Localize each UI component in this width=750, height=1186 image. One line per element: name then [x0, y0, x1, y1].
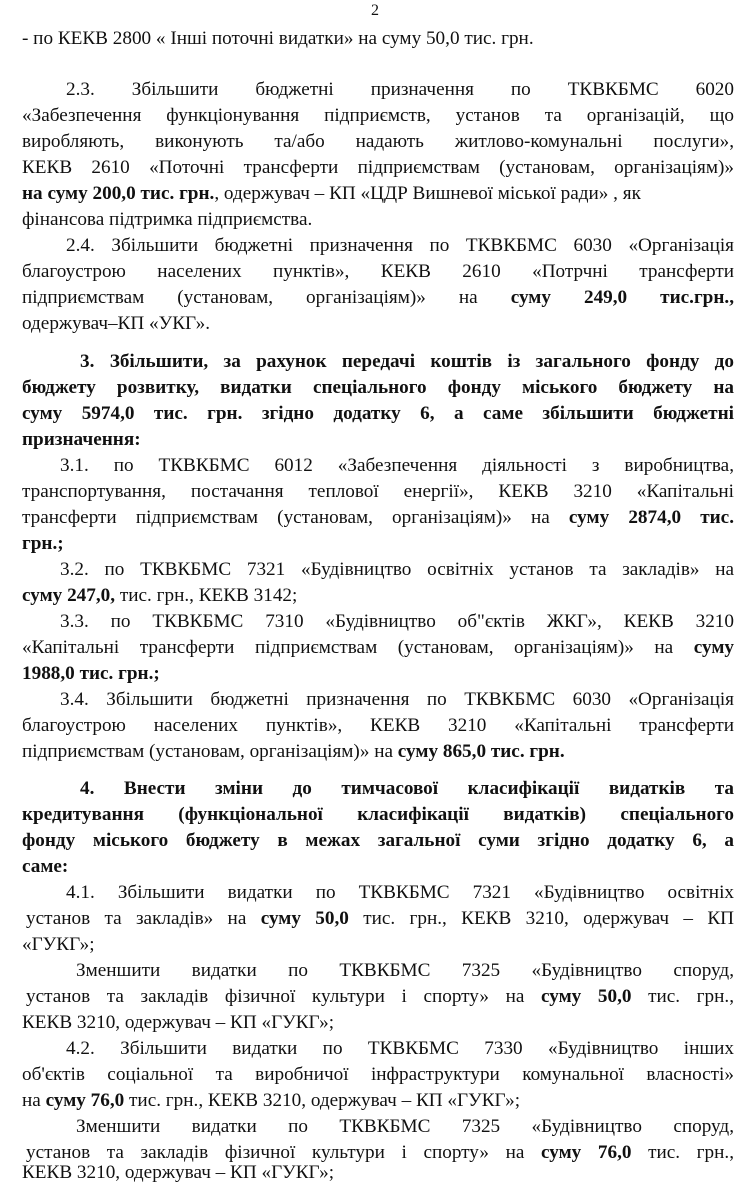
- text-line: об'єктів соціальної та виробничої інфраструктури комунальної власності»: [22, 1064, 734, 1085]
- text-line: одержувач–КП «УКГ».: [22, 313, 210, 334]
- text-line: 1988,0 тис. грн.;: [22, 663, 160, 684]
- heading-line: суму 5974,0 тис. грн. згідно додатку 6, а саме збільшити бюджетні: [22, 403, 734, 424]
- heading-line: фонду міського бюджету в межах загальної суми згідно додатку 6, а: [22, 830, 734, 851]
- text-line: [22, 1088, 520, 1114]
- text-line: 2.3. Збільшити бюджетні призначення по ТКВКБМС 6020: [66, 79, 734, 100]
- text-line: [22, 505, 734, 531]
- text-span: підприємствам (установам, організаціям)» на: [22, 741, 393, 762]
- text-span: тис. грн., КЕКВ 3142;: [115, 585, 298, 606]
- text-line: КЕКВ 3210, одержувач – КП «ГУКГ»;: [22, 1012, 335, 1033]
- text-span: установ та закладів фізичної культури і спорту» на: [26, 1142, 525, 1163]
- text-line: [22, 181, 641, 207]
- expense-item-2800: - по КЕКВ 2800 « Інші поточні видатки» на суму 50,0 тис. грн.: [22, 28, 534, 49]
- text-span: тис. грн., КЕКВ 3210, одержувач – КП: [348, 908, 734, 929]
- text-line: [22, 285, 734, 311]
- heading-line: 3. Збільшити, за рахунок передачі коштів із загального фонду до: [80, 351, 734, 372]
- text-line: [22, 583, 297, 609]
- text-line: 2.4. Збільшити бюджетні призначення по ТКВКБМС 6030 «Організація: [66, 235, 734, 256]
- text-line: 3.2. по ТКВКБМС 7321 «Будівництво освітніх установ та закладів» на: [60, 559, 734, 580]
- text-span: «Капітальні трансферти підприємствам (установам, організаціям)» на: [22, 637, 674, 658]
- text-line: [26, 984, 734, 1010]
- text-line: [22, 739, 565, 765]
- heading-line: призначення:: [22, 429, 141, 450]
- text-line: грн.;: [22, 533, 64, 554]
- text-line: благоустрою населених пунктів», КЕКВ 2610 «Потрчні трансферти: [22, 261, 734, 282]
- text-span: підприємствам (установам, організаціям)» на: [22, 287, 478, 308]
- text-span: установ та закладів фізичної культури і спорту» на: [26, 986, 525, 1007]
- text-line: 3.1. по ТКВКБМС 6012 «Забезпечення діяльності з виробництва,: [60, 455, 734, 476]
- text-line: виробляють, виконують та/або надають житлово-комунальні послуги»,: [22, 131, 734, 152]
- text-line: 4.2. Збільшити видатки по ТКВКБМС 7330 «Будівництво інших: [66, 1038, 734, 1059]
- text-line: КЕКВ 3210, одержувач – КП «ГУКГ»;: [22, 1162, 335, 1183]
- text-line: 3.4. Збільшити бюджетні призначення по ТКВКБМС 6030 «Організація: [60, 689, 734, 710]
- text-line: транспортування, постачання теплової енергії», КЕКВ 3210 «Капітальні: [22, 481, 734, 502]
- amount-text: суму 76,0: [45, 1090, 125, 1111]
- text-line: 3.3. по ТКВКБМС 7310 «Будівництво об"єктів ЖКГ», КЕКВ 3210: [60, 611, 734, 632]
- text-line: Зменшити видатки по ТКВКБМС 7325 «Будівництво споруд,: [76, 1116, 734, 1137]
- amount-text: суму 2874,0 тис.: [568, 507, 734, 528]
- text-line: фінансова підтримка підприємства.: [22, 209, 313, 230]
- page-number: 2: [371, 2, 379, 19]
- text-line: [22, 635, 734, 661]
- amount-text: суму 50,0: [260, 908, 349, 929]
- heading-line: бюджету розвитку, видатки спеціального фонду міського бюджету на: [22, 377, 734, 398]
- text-span: тис. грн.,: [631, 1142, 734, 1163]
- text-line: «ГУКГ»;: [22, 934, 95, 955]
- amount-text: суму 200,0 тис. грн.: [47, 183, 215, 204]
- text-line: КЕКВ 2610 «Поточні трансферти підприємствам (установам, організаціям)»: [22, 157, 734, 178]
- amount-text: суму 247,0,: [22, 585, 116, 606]
- amount-text: суму 865,0 тис. грн.: [397, 741, 565, 762]
- text-line: Зменшити видатки по ТКВКБМС 7325 «Будівництво споруд,: [76, 960, 734, 981]
- text-span: , одержувач – КП «ЦДР Вишневої міської ради» , як: [214, 183, 641, 204]
- bold-text: на: [22, 183, 43, 204]
- text-line: благоустрою населених пунктів», КЕКВ 3210 «Капітальні трансферти: [22, 715, 734, 736]
- text-span: тис. грн., КЕКВ 3210, одержувач – КП «ГУКГ»;: [124, 1090, 521, 1111]
- amount-text: суму 76,0: [541, 1142, 632, 1163]
- text-line: «Забезпечення функціонування підприємств, установ та організацій, що: [22, 105, 734, 126]
- amount-text: суму 249,0 тис.грн.,: [510, 287, 734, 308]
- text-span: установ та закладів» на: [26, 908, 247, 929]
- heading-line: 4. Внести зміни до тимчасової класифікації видатків та: [80, 778, 734, 799]
- heading-line: кредитування (функціональної класифікації видатків) спеціального: [22, 804, 734, 825]
- bold-text: суму: [693, 637, 734, 658]
- amount-text: суму 50,0: [541, 986, 632, 1007]
- heading-line: саме:: [22, 856, 69, 877]
- text-span: трансферти підприємствам (установам, організаціям)» на: [22, 507, 550, 528]
- text-span: на: [22, 1090, 41, 1111]
- text-span: тис. грн.,: [631, 986, 734, 1007]
- text-line: [26, 906, 734, 932]
- text-line: 4.1. Збільшити видатки по ТКВКБМС 7321 «Будівництво освітніх: [66, 882, 734, 903]
